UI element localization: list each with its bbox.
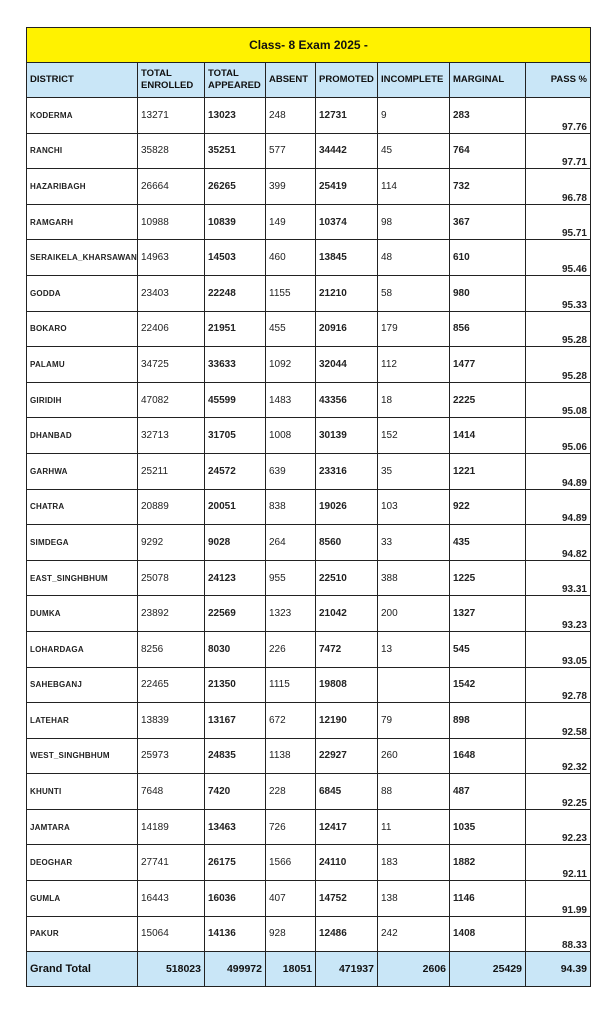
grand-total-label: Grand Total: [27, 952, 138, 987]
cell-incomplete: 35: [378, 453, 450, 489]
cell-absent: 264: [266, 525, 316, 561]
table-row: [27, 275, 591, 311]
cell-promoted: 7472: [316, 631, 378, 667]
table-row: [27, 133, 591, 169]
cell-district: LOHARDAGA: [27, 631, 138, 667]
cell-appeared: 13023: [205, 98, 266, 134]
table-row: [27, 311, 591, 347]
cell-promoted: 12417: [316, 809, 378, 845]
cell-incomplete: 138: [378, 881, 450, 917]
cell-pass: 92.11: [526, 845, 591, 881]
table-row: [27, 596, 591, 632]
cell-marginal: 367: [450, 204, 526, 240]
cell-appeared: 14136: [205, 916, 266, 952]
cell-absent: 577: [266, 133, 316, 169]
cell-incomplete: 18: [378, 382, 450, 418]
cell-appeared: 26265: [205, 169, 266, 205]
cell-pass: 95.33: [526, 275, 591, 311]
cell-absent: 1092: [266, 347, 316, 383]
grand-total-enrolled: 518023: [138, 952, 205, 987]
cell-absent: 228: [266, 774, 316, 810]
cell-promoted: 24110: [316, 845, 378, 881]
cell-district: DHANBAD: [27, 418, 138, 454]
cell-district: WEST_SINGHBHUM: [27, 738, 138, 774]
grand-total-absent: 18051: [266, 952, 316, 987]
table-row: [27, 382, 591, 418]
cell-pass: 93.23: [526, 596, 591, 632]
header-district: DISTRICT: [27, 63, 138, 98]
grand-total-appeared: 499972: [205, 952, 266, 987]
table-row: [27, 631, 591, 667]
cell-marginal: 1648: [450, 738, 526, 774]
cell-absent: 1008: [266, 418, 316, 454]
table-row: [27, 489, 591, 525]
grand-total-pass: 94.39: [526, 952, 591, 987]
cell-absent: 1323: [266, 596, 316, 632]
cell-district: PAKUR: [27, 916, 138, 952]
cell-promoted: 20916: [316, 311, 378, 347]
cell-incomplete: 200: [378, 596, 450, 632]
cell-enrolled: 16443: [138, 881, 205, 917]
cell-enrolled: 20889: [138, 489, 205, 525]
grand-total-incomplete: 2606: [378, 952, 450, 987]
cell-district: RAMGARH: [27, 204, 138, 240]
cell-marginal: 764: [450, 133, 526, 169]
cell-appeared: 13463: [205, 809, 266, 845]
cell-pass: 92.32: [526, 738, 591, 774]
cell-incomplete: 45: [378, 133, 450, 169]
cell-marginal: 856: [450, 311, 526, 347]
cell-enrolled: 13271: [138, 98, 205, 134]
cell-enrolled: 34725: [138, 347, 205, 383]
cell-pass: 95.71: [526, 204, 591, 240]
cell-district: JAMTARA: [27, 809, 138, 845]
cell-incomplete: 260: [378, 738, 450, 774]
cell-enrolled: 10988: [138, 204, 205, 240]
table-row: [27, 418, 591, 454]
cell-marginal: 1542: [450, 667, 526, 703]
table-row: [27, 703, 591, 739]
cell-district: PALAMU: [27, 347, 138, 383]
header-absent: ABSENT: [266, 63, 316, 98]
cell-pass: 93.31: [526, 560, 591, 596]
cell-district: DEOGHAR: [27, 845, 138, 881]
table-row: [27, 560, 591, 596]
cell-promoted: 34442: [316, 133, 378, 169]
grand-total-row: [27, 952, 591, 987]
cell-enrolled: 32713: [138, 418, 205, 454]
cell-absent: 1483: [266, 382, 316, 418]
cell-appeared: 31705: [205, 418, 266, 454]
cell-enrolled: 8256: [138, 631, 205, 667]
cell-promoted: 32044: [316, 347, 378, 383]
cell-enrolled: 25973: [138, 738, 205, 774]
cell-incomplete: 179: [378, 311, 450, 347]
cell-promoted: 14752: [316, 881, 378, 917]
cell-marginal: 1414: [450, 418, 526, 454]
cell-absent: 460: [266, 240, 316, 276]
cell-incomplete: 11: [378, 809, 450, 845]
cell-pass: 93.05: [526, 631, 591, 667]
cell-district: BOKARO: [27, 311, 138, 347]
cell-enrolled: 22465: [138, 667, 205, 703]
cell-appeared: 16036: [205, 881, 266, 917]
cell-district: GUMLA: [27, 881, 138, 917]
cell-appeared: 8030: [205, 631, 266, 667]
table-row: [27, 204, 591, 240]
cell-district: KHUNTI: [27, 774, 138, 810]
cell-incomplete: 152: [378, 418, 450, 454]
cell-appeared: 7420: [205, 774, 266, 810]
cell-enrolled: 27741: [138, 845, 205, 881]
cell-enrolled: 14189: [138, 809, 205, 845]
cell-promoted: 30139: [316, 418, 378, 454]
cell-district: GODDA: [27, 275, 138, 311]
cell-promoted: 21210: [316, 275, 378, 311]
table-row: [27, 916, 591, 952]
cell-enrolled: 26664: [138, 169, 205, 205]
table-row: [27, 738, 591, 774]
table-row: [27, 169, 591, 205]
cell-enrolled: 23892: [138, 596, 205, 632]
header-enrolled-text: TOTAL ENROLLED: [141, 68, 194, 91]
table-row: [27, 809, 591, 845]
cell-appeared: 21951: [205, 311, 266, 347]
cell-incomplete: 98: [378, 204, 450, 240]
grand-total-promoted: 471937: [316, 952, 378, 987]
cell-pass: 95.08: [526, 382, 591, 418]
cell-marginal: 980: [450, 275, 526, 311]
cell-incomplete: 79: [378, 703, 450, 739]
cell-district: GARHWA: [27, 453, 138, 489]
cell-incomplete: 114: [378, 169, 450, 205]
cell-absent: 955: [266, 560, 316, 596]
cell-appeared: 14503: [205, 240, 266, 276]
cell-pass: 92.23: [526, 809, 591, 845]
cell-pass: 94.89: [526, 453, 591, 489]
cell-district: HAZARIBAGH: [27, 169, 138, 205]
cell-pass: 97.71: [526, 133, 591, 169]
cell-incomplete: 183: [378, 845, 450, 881]
cell-appeared: 26175: [205, 845, 266, 881]
cell-appeared: 10839: [205, 204, 266, 240]
cell-pass: 92.58: [526, 703, 591, 739]
cell-absent: 1155: [266, 275, 316, 311]
cell-incomplete: 9: [378, 98, 450, 134]
cell-incomplete: 388: [378, 560, 450, 596]
cell-promoted: 22927: [316, 738, 378, 774]
cell-marginal: 283: [450, 98, 526, 134]
results-table: [26, 27, 591, 987]
cell-appeared: 9028: [205, 525, 266, 561]
table-row: [27, 774, 591, 810]
cell-district: DUMKA: [27, 596, 138, 632]
cell-marginal: 1146: [450, 881, 526, 917]
cell-marginal: 545: [450, 631, 526, 667]
cell-absent: 838: [266, 489, 316, 525]
cell-district: KODERMA: [27, 98, 138, 134]
cell-appeared: 33633: [205, 347, 266, 383]
cell-absent: 1138: [266, 738, 316, 774]
cell-marginal: 1035: [450, 809, 526, 845]
cell-pass: 95.46: [526, 240, 591, 276]
cell-appeared: 24835: [205, 738, 266, 774]
cell-incomplete: 58: [378, 275, 450, 311]
cell-incomplete: [378, 667, 450, 703]
cell-appeared: 22248: [205, 275, 266, 311]
cell-absent: 672: [266, 703, 316, 739]
cell-promoted: 6845: [316, 774, 378, 810]
cell-district: EAST_SINGHBHUM: [27, 560, 138, 596]
cell-enrolled: 13839: [138, 703, 205, 739]
header-total-appeared: [205, 63, 266, 98]
cell-district: LATEHAR: [27, 703, 138, 739]
cell-promoted: 8560: [316, 525, 378, 561]
cell-absent: 399: [266, 169, 316, 205]
table-row: [27, 845, 591, 881]
cell-absent: 1115: [266, 667, 316, 703]
cell-appeared: 20051: [205, 489, 266, 525]
cell-promoted: 23316: [316, 453, 378, 489]
header-appeared-text: TOTAL APPEARED: [208, 68, 261, 91]
table-body: [27, 98, 591, 952]
cell-promoted: 10374: [316, 204, 378, 240]
cell-absent: 248: [266, 98, 316, 134]
cell-pass: 91.99: [526, 881, 591, 917]
cell-incomplete: 112: [378, 347, 450, 383]
grand-total-marginal: 25429: [450, 952, 526, 987]
table-row: [27, 453, 591, 489]
cell-marginal: 487: [450, 774, 526, 810]
cell-pass: 96.78: [526, 169, 591, 205]
cell-marginal: 1225: [450, 560, 526, 596]
table-row: [27, 240, 591, 276]
table-row: [27, 881, 591, 917]
cell-marginal: 2225: [450, 382, 526, 418]
cell-enrolled: 47082: [138, 382, 205, 418]
cell-marginal: 732: [450, 169, 526, 205]
cell-enrolled: 7648: [138, 774, 205, 810]
cell-promoted: 25419: [316, 169, 378, 205]
table-row: [27, 667, 591, 703]
cell-pass: 88.33: [526, 916, 591, 952]
cell-promoted: 22510: [316, 560, 378, 596]
cell-pass: 95.28: [526, 311, 591, 347]
cell-marginal: 1327: [450, 596, 526, 632]
cell-appeared: 45599: [205, 382, 266, 418]
cell-appeared: 24572: [205, 453, 266, 489]
cell-pass: 97.76: [526, 98, 591, 134]
cell-district: SIMDEGA: [27, 525, 138, 561]
cell-enrolled: 25078: [138, 560, 205, 596]
table-row: [27, 347, 591, 383]
cell-enrolled: 15064: [138, 916, 205, 952]
cell-promoted: 19808: [316, 667, 378, 703]
cell-incomplete: 48: [378, 240, 450, 276]
cell-appeared: 35251: [205, 133, 266, 169]
cell-enrolled: 14963: [138, 240, 205, 276]
cell-promoted: 12190: [316, 703, 378, 739]
header-total-enrolled: [138, 63, 205, 98]
cell-promoted: 43356: [316, 382, 378, 418]
table-row: [27, 525, 591, 561]
cell-marginal: 435: [450, 525, 526, 561]
cell-enrolled: 22406: [138, 311, 205, 347]
cell-district: CHATRA: [27, 489, 138, 525]
cell-marginal: 1882: [450, 845, 526, 881]
cell-incomplete: 88: [378, 774, 450, 810]
cell-promoted: 12731: [316, 98, 378, 134]
cell-appeared: 13167: [205, 703, 266, 739]
cell-enrolled: 23403: [138, 275, 205, 311]
cell-enrolled: 9292: [138, 525, 205, 561]
cell-incomplete: 103: [378, 489, 450, 525]
cell-marginal: 1477: [450, 347, 526, 383]
cell-absent: 928: [266, 916, 316, 952]
cell-pass: 95.28: [526, 347, 591, 383]
cell-incomplete: 13: [378, 631, 450, 667]
cell-absent: 1566: [266, 845, 316, 881]
cell-marginal: 610: [450, 240, 526, 276]
cell-marginal: 922: [450, 489, 526, 525]
cell-marginal: 898: [450, 703, 526, 739]
cell-absent: 407: [266, 881, 316, 917]
cell-district: GIRIDIH: [27, 382, 138, 418]
title-row: [27, 28, 591, 63]
cell-appeared: 21350: [205, 667, 266, 703]
cell-appeared: 22569: [205, 596, 266, 632]
cell-marginal: 1408: [450, 916, 526, 952]
cell-promoted: 21042: [316, 596, 378, 632]
cell-appeared: 24123: [205, 560, 266, 596]
header-pass-percent: PASS %: [526, 63, 591, 98]
cell-promoted: 19026: [316, 489, 378, 525]
header-promoted: PROMOTED: [316, 63, 378, 98]
cell-pass: 94.89: [526, 489, 591, 525]
header-marginal: MARGINAL: [450, 63, 526, 98]
cell-pass: 92.25: [526, 774, 591, 810]
cell-absent: 226: [266, 631, 316, 667]
cell-promoted: 13845: [316, 240, 378, 276]
cell-absent: 455: [266, 311, 316, 347]
cell-enrolled: 35828: [138, 133, 205, 169]
cell-promoted: 12486: [316, 916, 378, 952]
table-title: Class- 8 Exam 2025 -: [27, 28, 591, 63]
cell-enrolled: 25211: [138, 453, 205, 489]
cell-pass: 95.06: [526, 418, 591, 454]
cell-incomplete: 33: [378, 525, 450, 561]
cell-district: RANCHI: [27, 133, 138, 169]
header-row: [27, 63, 591, 98]
cell-pass: 94.82: [526, 525, 591, 561]
cell-absent: 149: [266, 204, 316, 240]
cell-district: SERAIKELA_KHARSAWAN: [27, 240, 138, 276]
cell-district: SAHEBGANJ: [27, 667, 138, 703]
cell-absent: 726: [266, 809, 316, 845]
table-row: [27, 98, 591, 134]
cell-incomplete: 242: [378, 916, 450, 952]
header-incomplete: INCOMPLETE: [378, 63, 450, 98]
cell-absent: 639: [266, 453, 316, 489]
cell-pass: 92.78: [526, 667, 591, 703]
cell-marginal: 1221: [450, 453, 526, 489]
